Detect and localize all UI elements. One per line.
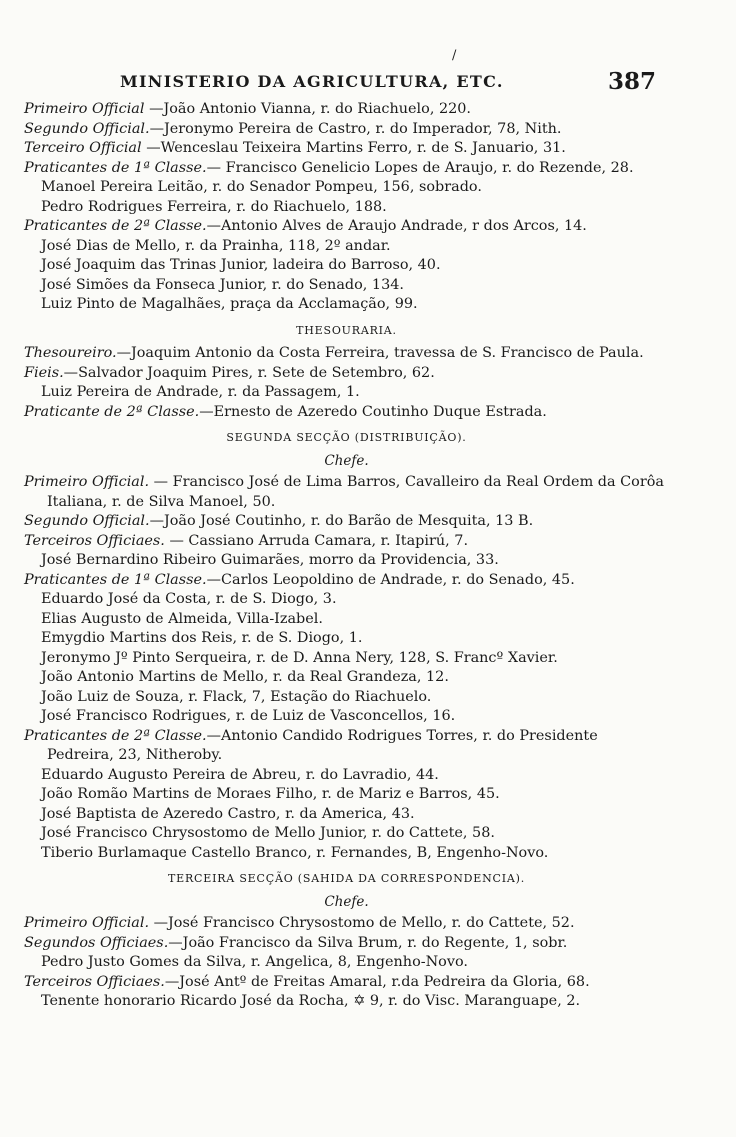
name-line: José Simões da Fonseca Junior, r. do Senado, 134. — [41, 276, 404, 293]
name-line: Elias Augusto de Almeida, Villa-Izabel. — [41, 610, 323, 627]
entry-text: Joaquim Antonio da Costa Ferreira, travessa de S. Francisco de Paula. — [130, 345, 644, 361]
name-line: João Antonio Martins de Mello, r. da Real Grandeza, 12. — [41, 669, 449, 685]
entry-role: Praticante de 2ª Classe. — [24, 403, 200, 420]
entry-text: José Antº de Freitas Amaral, r.da Pedreira da Gloria, 68. — [179, 973, 590, 990]
entry-role: Primeiro Official. — [24, 915, 150, 931]
running-title: MINISTERIO DA AGRICULTURA, ETC. — [120, 72, 504, 91]
entry-sep: — — [149, 474, 173, 490]
entry-role: Segundos Officiaes. — [24, 934, 169, 951]
entry-text: José Francisco Chrysostomo de Mello, r. do Cattete, 52. — [168, 915, 575, 931]
entry-sep: — — [168, 934, 183, 951]
name-line: Emygdio Martins dos Reis, r. de S. Diogo, 1. — [41, 630, 363, 646]
name-line: Manoel Pereira Leitão, r. do Senador Pompeu, 156, sobrado. — [41, 179, 482, 195]
entry-role: Terceiros Officiaes. — [24, 973, 165, 990]
name-line: João Luiz de Souza, r. Flack, 7, Estação do Riachuelo. — [41, 688, 432, 705]
entry-sep: — — [206, 159, 226, 176]
entry-role: Terceiro Official — [24, 140, 142, 156]
name-line: Luiz Pinto de Magalhães, praça da Acclamação, 99. — [41, 296, 418, 312]
name-line: Jeronymo Jº Pinto Serqueira, r. de D. Anna Nery, 128, S. Francº Xavier. — [41, 649, 558, 666]
entry — [24, 139, 669, 159]
entry-sep: — — [149, 120, 164, 137]
name-line: José Bernardino Ribeiro Guimarães, morro da Providencia, 33. — [41, 552, 499, 568]
entry-role: Segundo Official. — [24, 513, 150, 529]
entry — [24, 344, 669, 364]
entry-sep: — — [206, 218, 222, 234]
entry-sep: — — [164, 532, 189, 549]
chefe-label: Chefe. — [324, 452, 369, 469]
name-line: José Francisco Rodrigues, r. de Luiz de Vasconcellos, 16. — [41, 708, 456, 724]
entry-sep: — — [199, 403, 214, 420]
entry-sep: — — [149, 915, 169, 931]
entry — [24, 217, 669, 237]
entry — [24, 100, 669, 120]
entry — [24, 532, 669, 552]
name-line: José Francisco Chrysostomo de Mello Junior, r. do Cattete, 58. — [41, 825, 495, 841]
entry-sep: — — [116, 345, 131, 361]
entry — [24, 364, 669, 384]
section-heading-terceira: TERCEIRA SECÇÃO (SAHIDA DA CORRESPONDENCIA). — [167, 872, 526, 885]
entry — [24, 934, 669, 954]
name-line: José Baptista de Azeredo Castro, r. da America, 43. — [41, 805, 415, 822]
name-line: Luiz Pereira de Andrade, r. da Passagem, 1. — [41, 384, 360, 400]
entry-role: Primeiro Official — [24, 101, 145, 117]
entry-text: Antonio Candido Rodrigues Torres, r. do Presidente Pedreira, 23, Nitheroby. — [47, 727, 598, 763]
entry — [24, 727, 669, 766]
name-line: Tiberio Burlamaque Castello Branco, r. Fernandes, B, Engenho-Novo. — [41, 844, 549, 861]
section-heading-segunda: SEGUNDA SECÇÃO (DISTRIBUIÇÃO). — [226, 431, 467, 444]
entry-role: Fieis. — [24, 364, 64, 381]
entry-text: Wenceslau Teixeira Martins Ferro, r. de S. Januario, 31. — [160, 140, 566, 156]
entry-text: Jeronymo Pereira de Castro, r. do Imperador, 78, Nith. — [163, 120, 562, 137]
entry-text: Antonio Alves de Araujo Andrade, r dos Arcos, 14. — [221, 218, 587, 234]
entry-role: Primeiro Official. — [24, 474, 150, 490]
entry-text: João Antonio Vianna, r. do Riachuelo, 220. — [163, 101, 472, 117]
name-line: Pedro Rodrigues Ferreira, r. do Riachuelo, 188. — [41, 198, 387, 215]
entry-role: Praticantes de 1ª Classe. — [24, 159, 207, 176]
entry-text: João Francisco da Silva Brum, r. do Regente, 1, sobr. — [182, 934, 568, 951]
entry-sep: — — [144, 101, 164, 117]
name-line: Tenente honorario Ricardo José da Rocha, ✡ 9, r. do Visc. Maranguape, 2. — [41, 993, 581, 1009]
entry-role: Praticantes de 1ª Classe. — [24, 571, 207, 588]
entry-text: Carlos Leopoldino de Andrade, r. do Senado, 45. — [221, 571, 575, 588]
chefe-label: Chefe. — [324, 893, 369, 910]
entry — [24, 473, 669, 512]
name-line: Pedro Justo Gomes da Silva, r. Angelica, 8, Engenho-Novo. — [41, 954, 468, 970]
entry-sep: — — [206, 571, 222, 588]
entry-text: Francisco José de Lima Barros, Cavalleiro da Real Ordem da Corôa Italiana, r. de Silva Manoel, 50. — [47, 474, 664, 510]
entry-text: Cassiano Arruda Camara, r. Itapirú, 7. — [188, 532, 469, 549]
entry-role: Thesoureiro. — [24, 345, 117, 361]
name-line: Eduardo José da Costa, r. de S. Diogo, 3. — [41, 591, 337, 607]
entry-sep: — — [141, 140, 161, 156]
section-heading-tesouraria: THESOURARIA. — [296, 323, 397, 337]
name-line: João Romão Martins de Moraes Filho, r. de Mariz e Barros, 45. — [41, 786, 500, 802]
entry-sep: — — [149, 513, 164, 529]
entry-role: Terceiros Officiaes. — [24, 532, 165, 549]
entry-text: Salvador Joaquim Pires, r. Sete de Setembro, 62. — [78, 364, 435, 381]
page-body — [24, 100, 669, 1012]
entry-role: Segundo Official. — [24, 120, 150, 137]
entry — [24, 403, 669, 423]
entry — [24, 120, 669, 140]
entry — [24, 571, 669, 591]
name-line: José Dias de Mello, r. da Prainha, 118, 2º andar. — [41, 237, 391, 254]
entry-sep: — — [164, 973, 180, 990]
entry-text: Francisco Genelicio Lopes de Araujo, r. do Rezende, 28. — [225, 159, 634, 176]
entry-sep: — — [63, 364, 79, 381]
entry-role: Praticantes de 2ª Classe. — [24, 218, 207, 234]
entry-text: Ernesto de Azeredo Coutinho Duque Estrada. — [213, 403, 547, 420]
name-line: José Joaquim das Trinas Junior, ladeira do Barroso, 40. — [41, 257, 441, 273]
page-header — [100, 66, 670, 96]
page-number: 387 — [608, 68, 657, 95]
entry-text: João José Coutinho, r. do Barão de Mesquita, 13 B. — [163, 513, 534, 529]
entry — [24, 914, 669, 934]
stray-mark: / — [452, 48, 457, 63]
entry — [24, 973, 669, 993]
entry-role: Praticantes de 2ª Classe. — [24, 727, 207, 744]
entry-sep: — — [206, 727, 222, 744]
entry — [24, 512, 669, 532]
name-line: Eduardo Augusto Pereira de Abreu, r. do Lavradio, 44. — [41, 766, 439, 783]
entry — [24, 159, 669, 179]
